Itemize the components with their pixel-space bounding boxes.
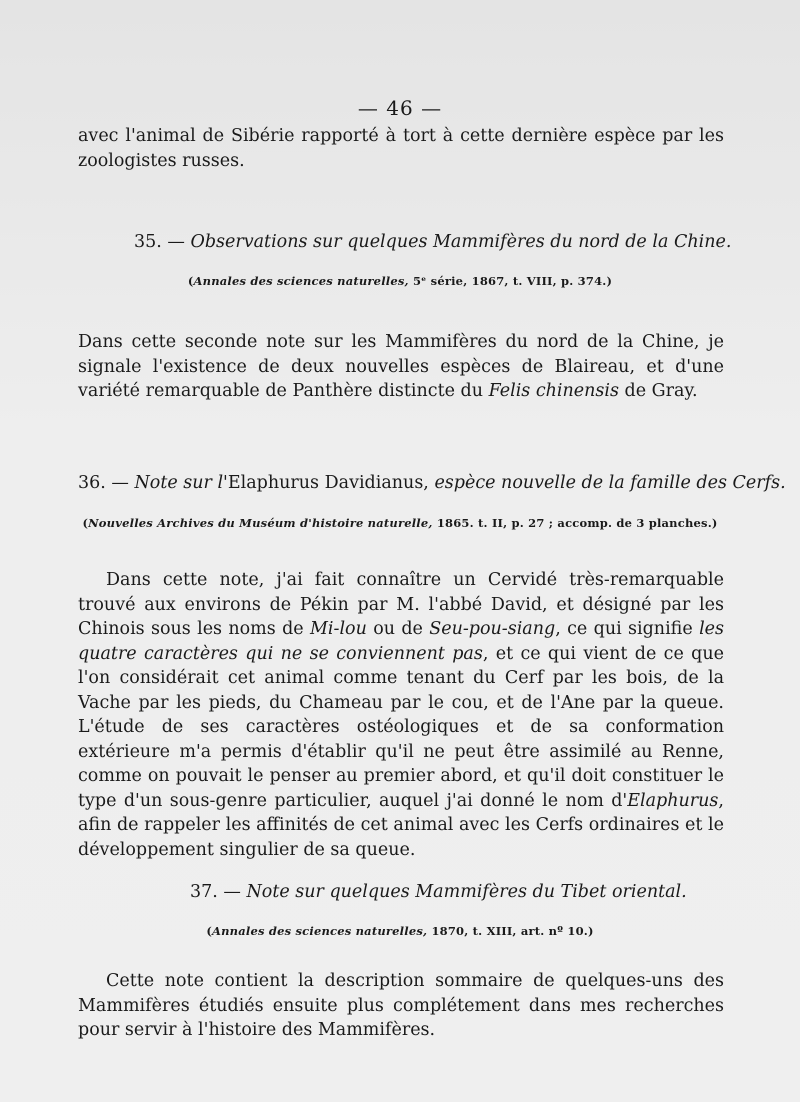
section-37-citation: (Annales des sciences naturelles, 1870, t. XIII, art. nº 10.)	[206, 924, 594, 938]
section-37-heading	[190, 882, 687, 902]
section-36-title-post: espèce nouvelle de la famille des Cerfs.	[428, 473, 786, 493]
section-36-body-text-4: , et ce qui vient de ce que l'on considérait cet animal comme tenant du Cerf par les bois, de la Vache par les pieds, du Chameau par le cou, et de l'Ane par la queue. L'étude de ses caractères ostéologiques et de sa conformation extérieure m'a permis d'établir qu'il ne peut être assimilé au Renne, comme on pouvait le penser au premier abord, et qu'il doit constituer le type d'un sous-genre particulier, auquel j'ai donné le nom d'	[78, 643, 724, 811]
section-36-body-text-3: , ce qui signifie	[555, 619, 700, 639]
section-35-number: 35. —	[134, 232, 185, 252]
section-36-citation-details: 1865. t. II, p. 27 ; accomp. de 3 planches.	[436, 516, 712, 530]
section-35-body-species: Felis chinensis	[488, 381, 619, 401]
section-35-body-text: Dans cette seconde note sur les Mammifères du nord de la Chine, je signale l'existence de deux nouvelles espèces de Blaireau, et d'une variété remarquable de Panthère distincte du	[78, 332, 724, 401]
section-37-citation-journal: Annales des sciences naturelles,	[212, 924, 428, 938]
section-37-number: 37. —	[190, 882, 241, 902]
section-36-body	[78, 568, 724, 862]
section-36-number: 36. —	[78, 473, 129, 493]
section-37-title: Note sur quelques Mammifères du Tibet oriental.	[246, 882, 687, 902]
section-36-body-text-1: Dans cette note, j'ai fait connaître un Cervidé très-remarquable trouvé aux environs de Pékin par M. l'abbé David, et désigné par les Chinois sous les noms de	[78, 570, 724, 639]
section-36-body-text-5: , afin de rappeler les affinités de cet animal avec les Cerfs ordinaires et le développement singulier de sa queue.	[78, 790, 724, 860]
section-35-body	[78, 330, 724, 404]
section-36-citation-journal: Nouvelles Archives du Muséum d'histoire naturelle,	[88, 516, 433, 530]
section-36-title-genus: Elaphurus Davidianus,	[227, 473, 429, 493]
section-35-citation-details: 5ᵉ série, 1867, t. VIII, p. 374.	[412, 274, 607, 288]
section-36-citation: (Nouvelles Archives du Muséum d'histoire naturelle, 1865. t. II, p. 27 ; accomp. de 3 planches.)	[82, 516, 718, 530]
intro-paragraph: avec l'animal de Sibérie rapporté à tort à cette dernière espèce par les zoologistes russes.	[78, 126, 724, 171]
section-35-title: Observations sur quelques Mammifères du nord de la Chine.	[190, 232, 732, 252]
section-36-title-pre: Note sur l'	[134, 473, 228, 493]
section-36-body-meaning: les quatre caractères qui ne se conviennent pas	[78, 619, 724, 664]
section-35-citation: (Annales des sciences naturelles, 5ᵉ série, 1867, t. VIII, p. 374.)	[187, 274, 613, 288]
section-35-body-end: de Gray.	[618, 381, 698, 401]
section-37-body	[78, 969, 724, 1043]
section-37-citation-details: 1870, t. XIII, art. nº 10.	[431, 924, 588, 938]
section-35-citation-journal: Annales des sciences naturelles,	[193, 274, 409, 288]
section-35-heading	[134, 232, 731, 252]
section-37-body-text: Cette note contient la description sommaire de quelques-uns des Mammifères étudiés ensuite plus complétement dans mes recherches pour servir à l'histoire des Mammifères.	[78, 971, 724, 1040]
section-36-body-name-2: Seu-pou-siang	[429, 619, 556, 639]
section-36-body-genus: Elaphurus	[627, 790, 719, 811]
section-36-body-name-1: Mi-lou	[310, 619, 367, 639]
section-36-heading	[78, 473, 786, 493]
section-36-body-text-2: ou de	[366, 619, 430, 639]
page-number: — 46 —	[357, 96, 443, 120]
